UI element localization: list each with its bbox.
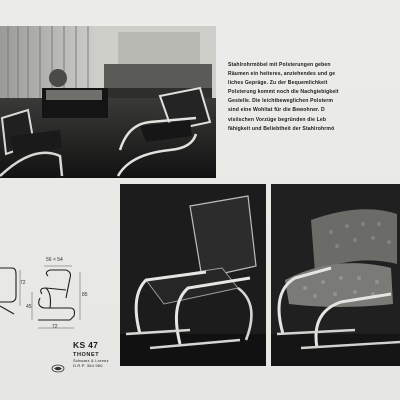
room-interior-photo bbox=[0, 26, 216, 178]
patent-number: D.R.P. 364 960 bbox=[73, 363, 103, 368]
description-line: visiischen Vorzüge begründen die Leb bbox=[228, 116, 327, 123]
technical-drawings bbox=[0, 257, 120, 342]
description-line: Gestelle. Die leichtbeweglichen Polsterm bbox=[228, 98, 334, 105]
dim-depth: 72 bbox=[52, 324, 58, 330]
thonet-logo-icon bbox=[51, 360, 65, 369]
dim-height-right: 85 bbox=[82, 292, 88, 298]
chair-front-photo bbox=[120, 184, 266, 366]
model-code: KS 47 bbox=[73, 340, 99, 350]
description-line: sind eine Wohltat für die Bewohner. D bbox=[228, 107, 325, 114]
description-line: Stahlrohrmöbel mit Polsterungen geben bbox=[228, 62, 331, 68]
designer-credit: Schwarz & Lorenz bbox=[73, 358, 109, 363]
dim-seat-height: 45 bbox=[26, 304, 32, 310]
description-line: Räumen ein heiteres, anziehendes und ge bbox=[228, 71, 336, 78]
description-line: Polsterung kommt noch die Nachgiebigkeit bbox=[228, 89, 339, 96]
chair-fabric-photo bbox=[271, 184, 400, 366]
description-text bbox=[228, 61, 400, 134]
maker-name: THONET bbox=[73, 352, 100, 358]
description-line: fähigkeit und Beliebtheit der Stahlrohrmö bbox=[228, 125, 335, 132]
product-caption bbox=[73, 340, 109, 368]
dim-seat-width: 56 × 54 bbox=[46, 257, 63, 263]
dim-height-left: 72 bbox=[20, 280, 26, 286]
description-line: liches Gepräge. Zu der Bequemlichkeit bbox=[228, 80, 328, 87]
